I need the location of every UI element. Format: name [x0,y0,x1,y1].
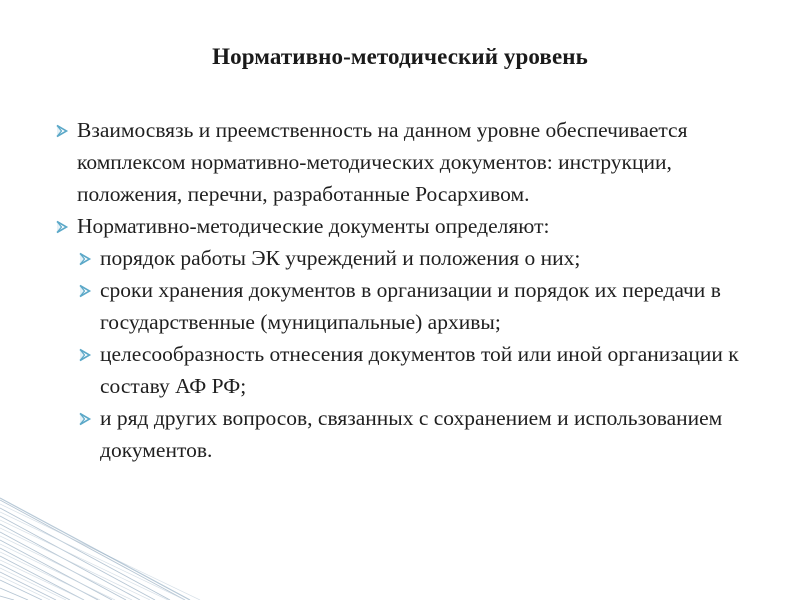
list-item [55,114,770,210]
sub-list-item [77,338,770,402]
sub-list-item [77,402,770,466]
chevron-arrow-icon [78,252,92,266]
chevron-arrow-icon [55,220,69,234]
sub-list-item-text: порядок работы ЭК учреждений и положения о них; [100,246,581,270]
list-item-text: Взаимосвязь и преемственность на данном уровне обеспечивается комплексом нормативно-методических документов: инструкции, положения, перечни, разработанные Росархивом. [77,118,688,206]
sub-list-item-text: и ряд других вопросов, связанных с сохранением и использованием документов. [100,406,723,462]
sub-list-item [77,242,770,274]
sub-list-item-text: сроки хранения документов в организации и порядок их передачи в государственные (муниципальные) архивы; [100,278,721,334]
list-item-text: Нормативно-методические документы определяют: [77,214,550,238]
chevron-arrow-icon [78,412,92,426]
chevron-arrow-icon [78,284,92,298]
list-item [55,210,770,242]
chevron-arrow-icon [55,124,69,138]
slide-title: Нормативно-методический уровень [212,44,588,69]
sub-list-item [77,274,770,338]
bullet-list [55,114,770,466]
sub-list-item-text: целесообразность отнесения документов той или иной организации к составу АФ РФ; [100,342,739,398]
chevron-arrow-icon [78,348,92,362]
